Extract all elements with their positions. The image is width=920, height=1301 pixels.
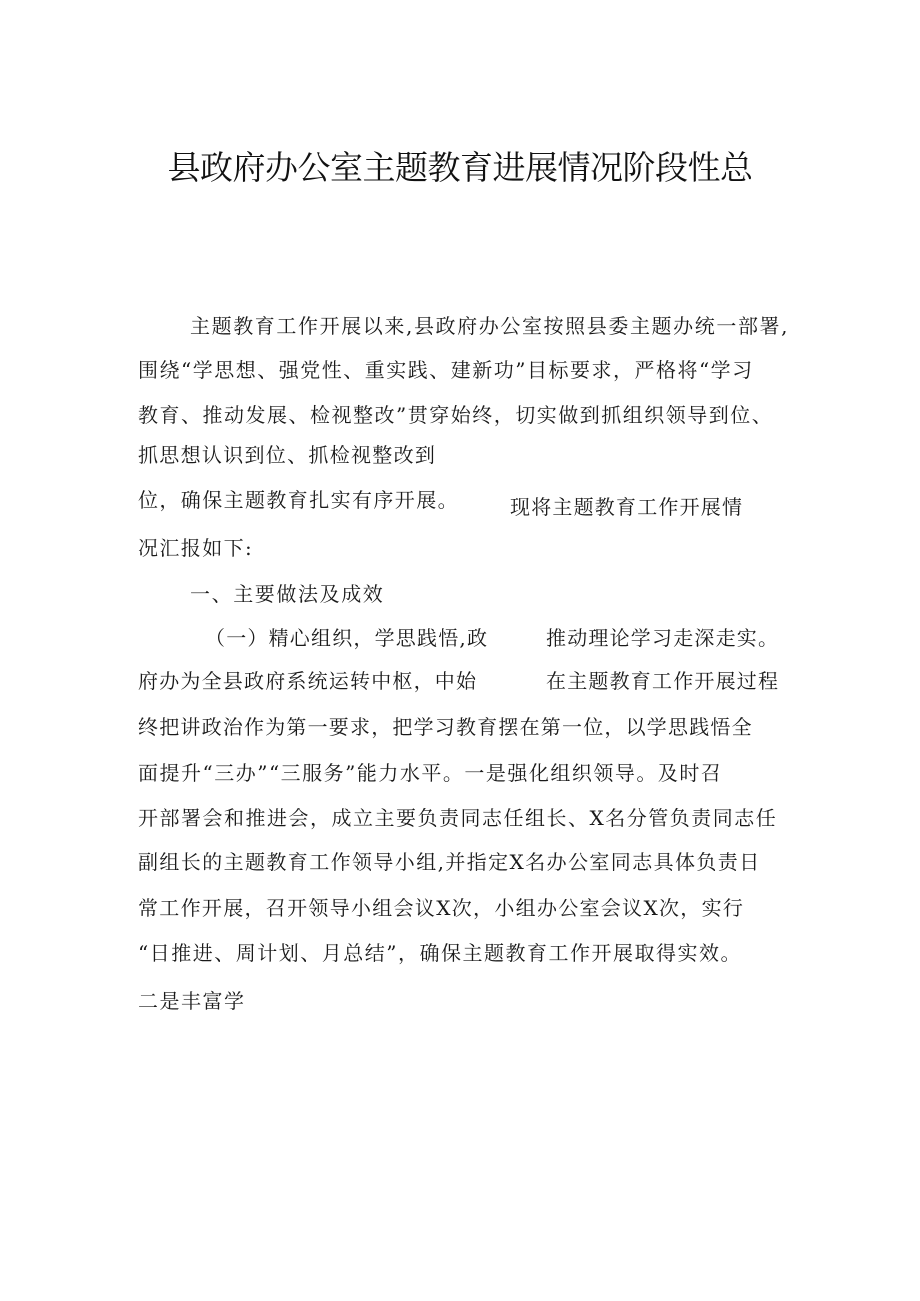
paragraph-line: 现将主题教育工作开展情 <box>510 495 744 519</box>
paragraph-line: 终把讲政治作为第一要求，把学习教育摆在第一位，以学思践悟全 <box>138 715 753 739</box>
paragraph-line: 推动理论学习走深走实。 <box>546 626 780 650</box>
paragraph-line: 教育、推动发展、检视整改”贯穿始终，切实做到抓组织领导到位、 <box>138 403 774 427</box>
paragraph-line: 位，确保主题教育扎实有序开展。 <box>138 488 459 512</box>
document-title: 县政府办公室主题教育进展情况阶段性总 <box>167 148 753 187</box>
paragraph-line: 府办为全县政府系统运转中枢，中始 <box>138 669 478 693</box>
paragraph-line: 常工作开展，召开领导小组会议X次，小组办公室会议X次，实行 <box>138 896 745 920</box>
paragraph-line: 围绕“学思想、强党性、重实践、建新功”目标要求，严格将“学习 <box>138 358 754 382</box>
paragraph-line: 开部署会和推进会，成立主要负责同志任组长、X名分管负责同志任 <box>138 806 778 830</box>
paragraph-line: 在主题教育工作开展过程 <box>546 669 780 693</box>
paragraph-line: 二是丰富学 <box>138 989 246 1013</box>
paragraph-line: 况汇报如下: <box>138 536 254 560</box>
paragraph-line: 主题教育工作开展以来,县政府办公室按照县委主题办统一部署, <box>190 314 790 338</box>
paragraph-line: 副组长的主题教育工作领导小组,并指定X名办公室同志具体负责日 <box>138 850 761 874</box>
paragraph-line: 抓思想认识到位、抓检视整改到 <box>138 443 437 467</box>
paragraph-line: “日推进、周计划、月总结”，确保主题教育工作开展取得实效。 <box>138 941 742 965</box>
paragraph-line: 面提升“三办”“三服务”能力水平。一是强化组织领导。及时召 <box>138 761 723 785</box>
subsection-heading: （一）精心组织，学思践悟,政 <box>205 626 489 650</box>
section-heading: 一、主要做法及成效 <box>190 582 385 606</box>
